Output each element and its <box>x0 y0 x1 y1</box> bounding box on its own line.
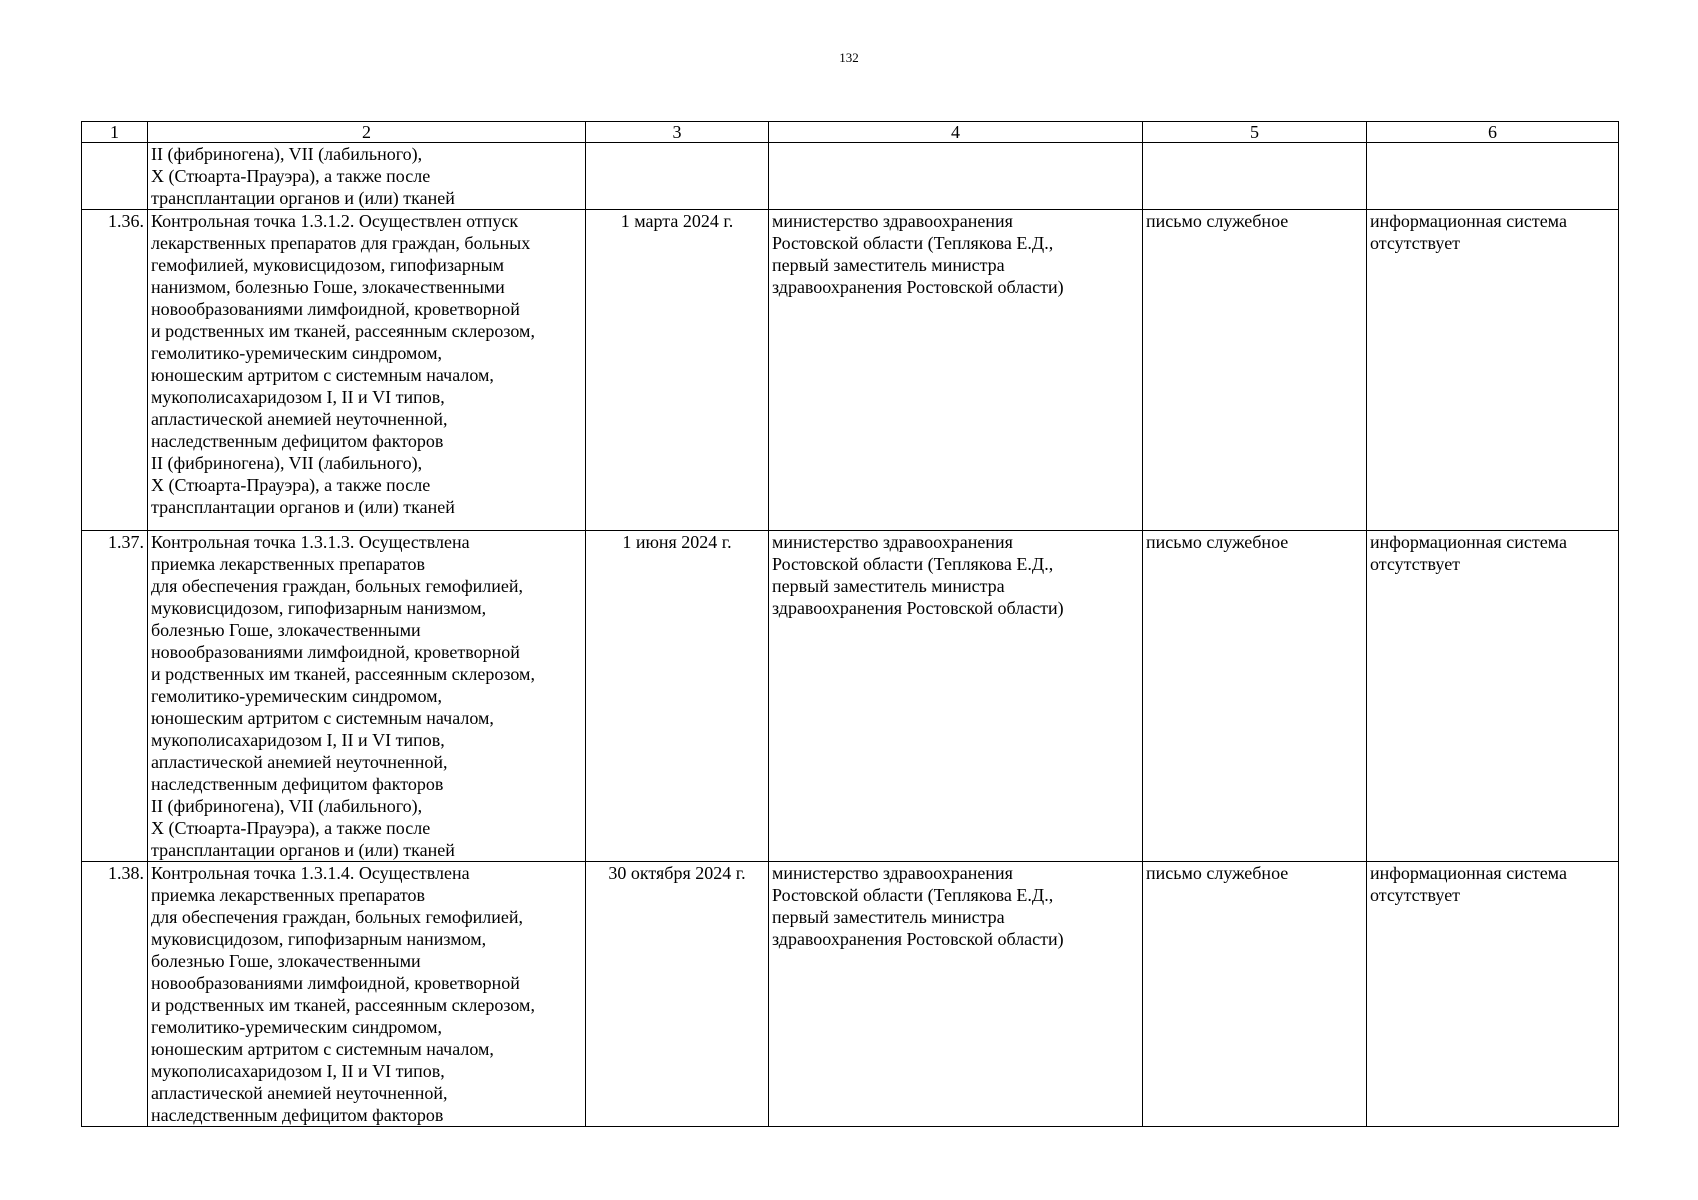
row-system: информационная система отсутствует <box>1367 862 1619 1127</box>
column-header-3: 3 <box>586 122 769 143</box>
row-number: 1.37. <box>82 531 148 862</box>
row-number: 1.36. <box>82 210 148 531</box>
continuation-date-cell <box>586 143 769 210</box>
row-system: информационная система отсутствует <box>1367 531 1619 862</box>
row-responsible: министерство здравоохранения Ростовской области (Теплякова Е.Д., первый заместитель министра здравоохранения Ростовской области) <box>769 210 1143 531</box>
row-date: 1 июня 2024 г. <box>586 531 769 862</box>
row-date: 30 октября 2024 г. <box>586 862 769 1127</box>
row-number: 1.38. <box>82 862 148 1127</box>
table-row <box>82 210 1619 531</box>
page-number: 132 <box>839 50 859 65</box>
row-description: Контрольная точка 1.3.1.4. Осуществлена приемка лекарственных препаратов для обеспечения граждан, больных гемофилией, муковисцидозом, гипофизарным нанизмом, болезнью Гоше, злокачественными новообразованиями лимфоидной, кроветворной и родственных им тканей, рассеянным склерозом, гемолитико-уремическим синдромом, юношеским артритом с системным началом, мукополисахаридозом I, II и VI типов, апластической анемией неуточненной, наследственным дефицитом факторов <box>148 862 586 1127</box>
column-header-4: 4 <box>769 122 1143 143</box>
row-document: письмо служебное <box>1143 210 1367 531</box>
control-points-table <box>81 121 1619 1127</box>
row-document: письмо служебное <box>1143 531 1367 862</box>
row-responsible: министерство здравоохранения Ростовской области (Теплякова Е.Д., первый заместитель министра здравоохранения Ростовской области) <box>769 531 1143 862</box>
continuation-system-cell <box>1367 143 1619 210</box>
column-header-2: 2 <box>148 122 586 143</box>
row-date: 1 марта 2024 г. <box>586 210 769 531</box>
column-header-1: 1 <box>82 122 148 143</box>
row-responsible: министерство здравоохранения Ростовской области (Теплякова Е.Д., первый заместитель министра здравоохранения Ростовской области) <box>769 862 1143 1127</box>
table-row <box>82 862 1619 1127</box>
row-description: Контрольная точка 1.3.1.3. Осуществлена приемка лекарственных препаратов для обеспечения граждан, больных гемофилией, муковисцидозом, гипофизарным нанизмом, болезнью Гоше, злокачественными новообразованиями лимфоидной, кроветворной и родственных им тканей, рассеянным склерозом, гемолитико-уремическим синдромом, юношеским артритом с системным началом, мукополисахаридозом I, II и VI типов, апластической анемией неуточненной, наследственным дефицитом факторов II (фибриногена), VII (лабильного), X (Стюарта-Прауэра), а также после трансплантации органов и (или) тканей <box>148 531 586 862</box>
continuation-document-cell <box>1143 143 1367 210</box>
row-description: Контрольная точка 1.3.1.2. Осуществлен отпуск лекарственных препаратов для граждан, больных гемофилией, муковисцидозом, гипофизарным нанизмом, болезнью Гоше, злокачественными новообразованиями лимфоидной, кроветворной и родственных им тканей, рассеянным склерозом, гемолитико-уремическим синдромом, юношеским артритом с системным началом, мукополисахаридозом I, II и VI типов, апластической анемией неуточненной, наследственным дефицитом факторов II (фибриногена), VII (лабильного), X (Стюарта-Прауэра), а также после трансплантации органов и (или) тканей <box>148 210 586 531</box>
continuation-row <box>82 143 1619 210</box>
column-header-6: 6 <box>1367 122 1619 143</box>
continuation-responsible-cell <box>769 143 1143 210</box>
row-system: информационная система отсутствует <box>1367 210 1619 531</box>
continuation-number-cell <box>82 143 148 210</box>
table-header-row <box>82 122 1619 143</box>
table-row <box>82 531 1619 862</box>
column-header-5: 5 <box>1143 122 1367 143</box>
continuation-description-cell: II (фибриногена), VII (лабильного), X (Стюарта-Прауэра), а также после трансплантации органов и (или) тканей <box>148 143 586 210</box>
row-document: письмо служебное <box>1143 862 1367 1127</box>
